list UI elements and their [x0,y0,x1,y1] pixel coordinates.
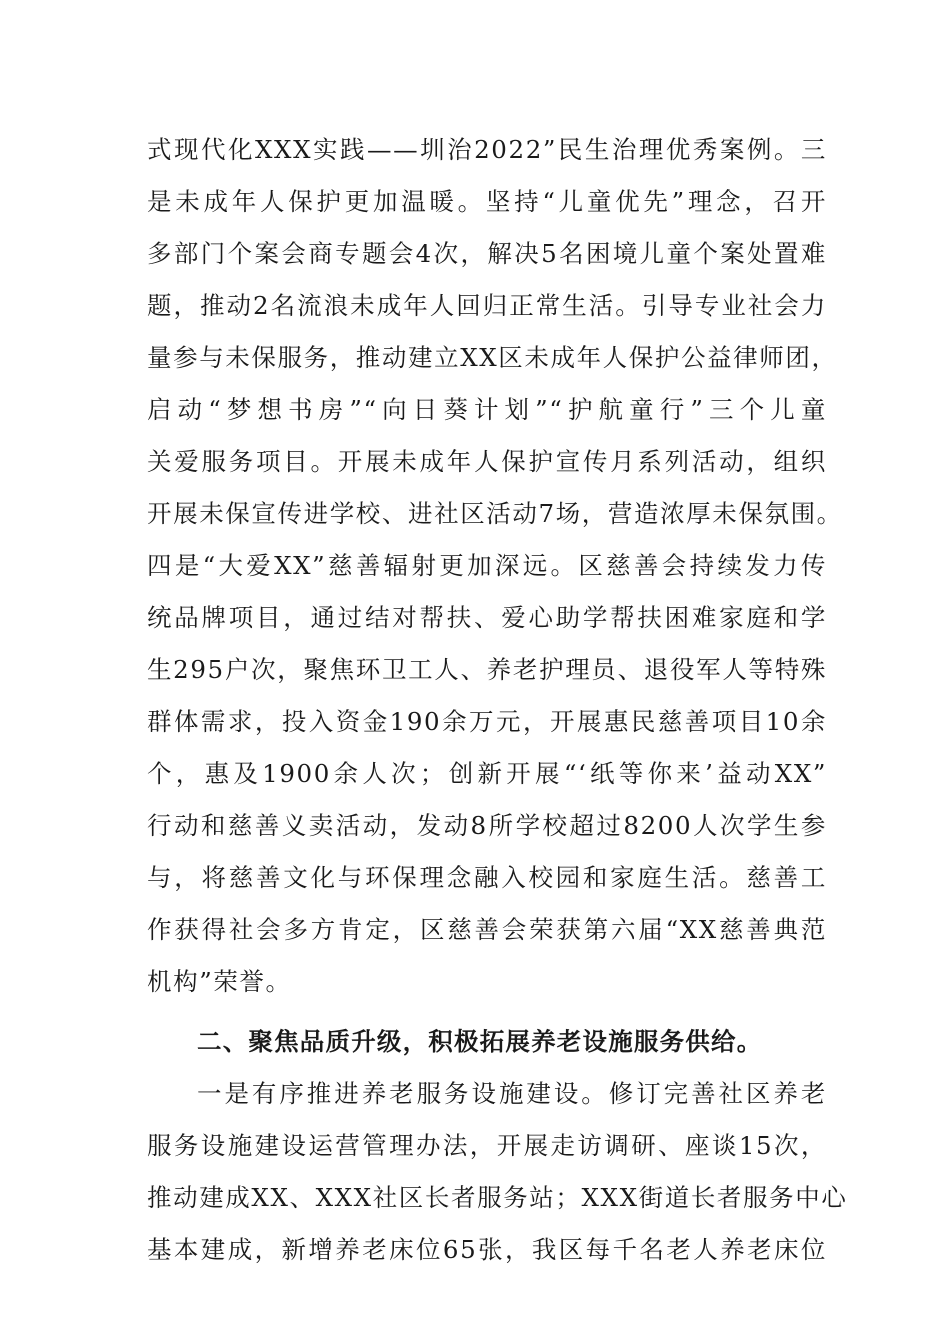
section-heading: 二、聚焦品质升级，积极拓展养老设施服务供给。 [197,1027,763,1056]
text-line: 个，惠及1900余人次；创新开展“‘纸等你来’益动XX” [147,759,827,788]
text-line: 一是有序推进养老服务设施建设。修订完善社区养老 [197,1079,827,1108]
text-line: 量参与未保服务，推动建立XX区未成年人保护公益律师团， [147,343,838,372]
text-line: 生295户次，聚焦环卫工人、养老护理员、退役军人等特殊 [147,655,827,684]
text-line: 行动和慈善义卖活动，发动8所学校超过8200人次学生参 [147,811,827,840]
text-line: 基本建成，新增养老床位65张，我区每千名老人养老床位 [147,1235,827,1264]
text-line: 式现代化XXX实践——圳治2022”民生治理优秀案例。三 [147,135,827,164]
text-line: 机构”荣誉。 [147,967,292,996]
text-line: 开展未保宣传进学校、进社区活动7场，营造浓厚未保氛围。 [147,499,843,528]
text-line: 四是“大爱XX”慈善辐射更加深远。区慈善会持续发力传 [147,551,827,580]
text-line: 作获得社会多方肯定，区慈善会荣获第六届“XX慈善典范 [147,915,827,944]
text-line: 题，推动2名流浪未成年人回归正常生活。引导专业社会力 [147,291,827,320]
text-line: 多部门个案会商专题会4次，解决5名困境儿童个案处置难 [147,239,827,268]
text-line: 统品牌项目，通过结对帮扶、爱心助学帮扶困难家庭和学 [147,603,827,632]
text-line: 与，将慈善文化与环保理念融入校园和家庭生活。慈善工 [147,863,827,892]
text-line: 群体需求，投入资金190余万元，开展惠民慈善项目10余 [147,707,827,736]
text-line: 推动建成XX、XXX社区长者服务站；XXX街道长者服务中心 [147,1183,848,1212]
text-line: 服务设施建设运营管理办法，开展走访调研、座谈15次， [147,1131,827,1160]
text-line: 是未成年人保护更加温暖。坚持“儿童优先”理念，召开 [147,187,827,216]
text-line: 关爱服务项目。开展未成年人保护宣传月系列活动，组织 [147,447,827,476]
text-line: 启动“梦想书房”“向日葵计划”“护航童行”三个儿童 [147,395,827,424]
